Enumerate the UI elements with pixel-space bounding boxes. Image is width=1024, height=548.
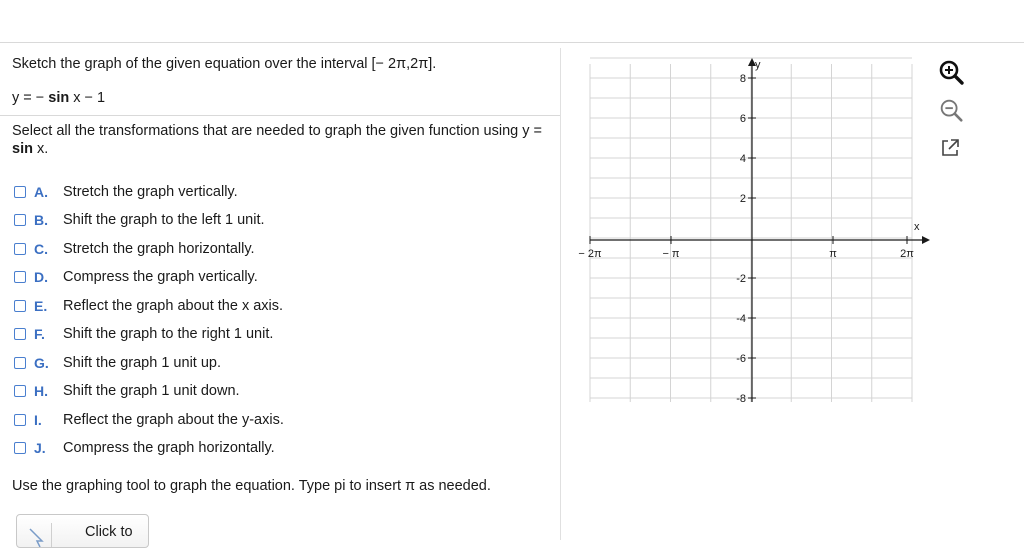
- cursor-arrow-icon: [27, 527, 47, 547]
- option-c-letter: C.: [34, 241, 48, 257]
- option-g-letter: G.: [34, 355, 49, 371]
- option-j[interactable]: [14, 437, 275, 459]
- y-tick-label: 2: [739, 193, 746, 205]
- instruction-function: sin: [12, 141, 33, 157]
- y-tick-label: 8: [739, 73, 746, 85]
- option-i-text: Reflect the graph about the y-axis.: [63, 412, 284, 428]
- option-b-text: Shift the graph to the left 1 unit.: [63, 212, 265, 228]
- option-a-checkbox[interactable]: [14, 186, 26, 198]
- x-tick-label: 2π: [900, 248, 914, 260]
- zoom-out-icon[interactable]: [937, 96, 965, 124]
- option-f-checkbox[interactable]: [14, 328, 26, 340]
- x-tick-label: π: [829, 248, 837, 260]
- instruction-post: x.: [32, 141, 49, 157]
- option-f-letter: F.: [34, 326, 45, 342]
- option-a-letter: A.: [34, 184, 48, 200]
- instruction-text: [12, 122, 542, 158]
- option-a-text: Stretch the graph vertically.: [63, 184, 238, 200]
- y-tick-label: -6: [736, 353, 746, 365]
- option-h-text: Shift the graph 1 unit down.: [63, 383, 240, 399]
- graph-tool-button-label: Click to: [85, 524, 133, 540]
- option-j-checkbox[interactable]: [14, 442, 26, 454]
- coordinate-graph[interactable]: [572, 52, 944, 410]
- y-tick-label: -8: [736, 393, 746, 405]
- external-link-icon[interactable]: [939, 137, 961, 159]
- equation-divider: [0, 115, 560, 116]
- question-panel: [0, 43, 560, 540]
- option-e-letter: E.: [34, 298, 48, 314]
- instruction-pre: Select all the transformations that are needed to graph the given function using y =: [12, 123, 542, 139]
- y-tick-label: -2: [736, 273, 746, 285]
- option-a[interactable]: [14, 181, 238, 203]
- question-prompt: Sketch the graph of the given equation over the interval [− 2π,2π].: [12, 56, 437, 72]
- option-i[interactable]: [14, 409, 284, 431]
- option-c-text: Stretch the graph horizontally.: [63, 241, 255, 257]
- graph-tool-button[interactable]: [16, 514, 149, 548]
- x-tick-label: − 2π: [578, 248, 602, 260]
- option-h-letter: H.: [34, 383, 48, 399]
- graphing-instruction: Use the graphing tool to graph the equation. Type pi to insert π as needed.: [12, 478, 491, 494]
- option-b-letter: B.: [34, 212, 48, 228]
- equation-suffix: x − 1: [69, 90, 106, 106]
- option-h-checkbox[interactable]: [14, 385, 26, 397]
- given-equation: [12, 89, 105, 107]
- option-f[interactable]: [14, 323, 273, 345]
- option-e-text: Reflect the graph about the x axis.: [63, 298, 284, 314]
- option-e[interactable]: [14, 295, 283, 317]
- x-axis-label: x: [914, 221, 920, 233]
- panel-divider: [560, 48, 561, 540]
- option-g[interactable]: [14, 352, 221, 374]
- equation-prefix: y = −: [12, 90, 49, 106]
- y-axis-label: y: [755, 59, 761, 71]
- button-divider: [51, 523, 52, 548]
- option-e-checkbox[interactable]: [14, 300, 26, 312]
- option-d-text: Compress the graph vertically.: [63, 269, 258, 285]
- y-tick-label: 4: [739, 153, 746, 165]
- grid-lines: [590, 58, 912, 402]
- option-f-text: Shift the graph to the right 1 unit.: [63, 326, 274, 342]
- option-j-text: Compress the graph horizontally.: [63, 440, 275, 456]
- y-axis-ticks: [736, 73, 756, 405]
- option-g-text: Shift the graph 1 unit up.: [63, 355, 221, 371]
- equation-function: sin: [48, 90, 70, 106]
- option-j-letter: J.: [34, 440, 46, 456]
- y-tick-label: 6: [739, 113, 746, 125]
- x-axis-arrow: [922, 236, 930, 244]
- option-b[interactable]: [14, 209, 265, 231]
- option-i-checkbox[interactable]: [14, 414, 26, 426]
- option-h[interactable]: [14, 380, 240, 402]
- option-i-letter: I.: [34, 412, 42, 428]
- x-tick-label: − π: [662, 248, 680, 260]
- y-tick-label: -4: [736, 313, 746, 325]
- option-c[interactable]: [14, 238, 255, 260]
- option-d[interactable]: [14, 266, 258, 288]
- option-d-checkbox[interactable]: [14, 271, 26, 283]
- option-d-letter: D.: [34, 269, 48, 285]
- option-b-checkbox[interactable]: [14, 214, 26, 226]
- zoom-in-icon[interactable]: [936, 57, 966, 87]
- option-g-checkbox[interactable]: [14, 357, 26, 369]
- option-c-checkbox[interactable]: [14, 243, 26, 255]
